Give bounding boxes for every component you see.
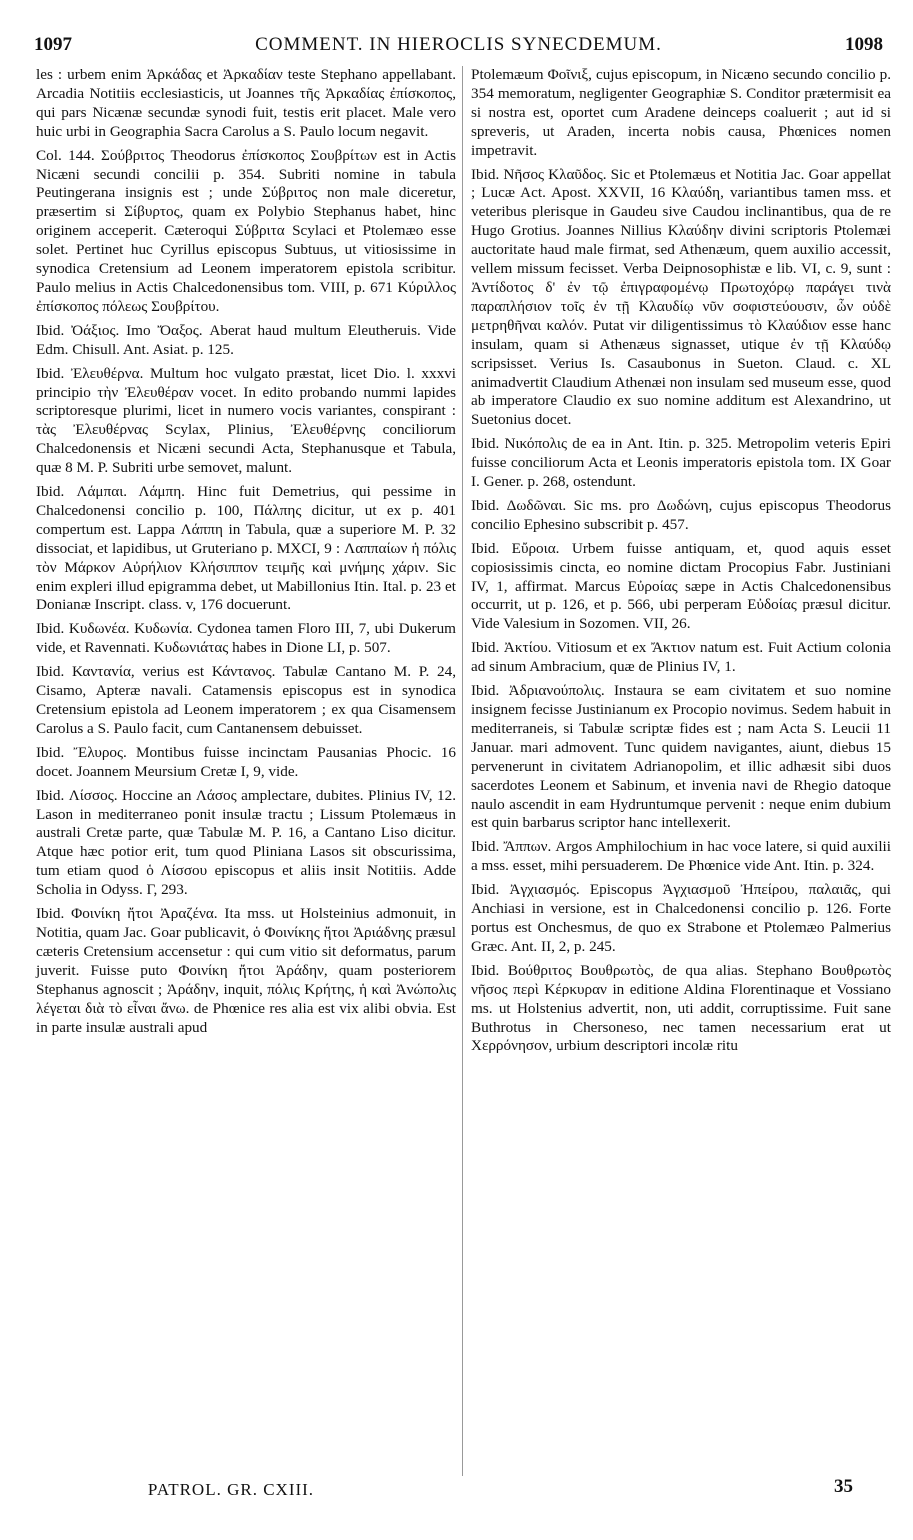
page-number-right: 1098 [845,34,883,55]
paragraph: Ibid. Ἀδριανούπολις. Instaura se eam civitatem et suo nomine insignem fecisse Justinianum ex Procopio novimus. Sedem habuit in mediterraneis, si Tabulæ scriptæ fides est ; nam Acta S. Leucii 11 Januar. mari admovent. Tunc quidem navigantes, aiunt, diebus 15 pervenerunt in civitatem Adrianopolim, et illic adhæsit sibi duos sacerdotes Leonem et Sabinum, et invenia navi de Rhegio datoque naulo ascendit in eam Hydruntumque pervenit : neque enim dubium est quin barbarus scriptor hanc intellexerit. [471,682,891,832]
paragraph: Ibid. Λάμπαι. Λάμπη. Hinc fuit Demetrius, qui pessime in Chalcedonensi concilio p. 100, Πάλπης dicitur, ut ex p. 401 compertum est. Lappa Λάππη in Tabula, quæ a superiore M. P. 32 dissociat, et lapidibus, ut Gruteriano p. MXCI, 9 : Λαππαίων ἡ πόλις τὸν Μάρκον Αὐρήλιον Κλήσιππον τειμῆς καὶ μνήμης χάριν. Sic enim expleri illud epigramma debet, ut Mabillonius Itin. Ital. p. 23 et Donianæ Inscript. class. v, 176 docuerunt. [36,483,456,614]
paragraph: Ibid. Ὀάξιος. Imo Ὄαξος. Aberat haud multum Eleutheruis. Vide Edm. Chisull. Ant. Asiat. p. 125. [36,321,456,358]
paragraph: Ibid. Ἀκτίου. Vitiosum et ex Ἄκτιον natum est. Fuit Actium colonia ad sinum Ambracium, quæ de Plinius IV, 1. [471,639,891,676]
paragraph: les : urbem enim Ἀρκάδας et Ἀρκαδίαν teste Stephano appellabant. Arcadia Notitiis ecclesiasticis, ut Joannes τῆς Ἀρκαδίας ἐπίσκοπος, qui pars Nicænæ secundæ synodi fuit, testis erit placet. Male vero huic urbi in Geographia Sacra Carolus a S. Paulo locum negavit. [36,66,456,140]
sheet-number: 35 [834,1476,853,1497]
paragraph: Ibid. Νῆσος Κλαῦδος. Sic et Ptolemæus et Notitia Jac. Goar appellat ; Lucæ Act. Apost. XXVII, 16 Κλαύδη, variantibus tamen mss. et veteribus plerisque in Gaudeu sive Caudou inclinantibus, qua de re Hugo Grotius. Joannes Nillius Κλαύδην divini scriptoris Ptolemæi auctoritate haud male firmat, sed Athenæum, quem auxilio accessit, vellem missum fecisset. Verba Deipnosophistæ e lib. VI, c. 9, sunt : Ἀντίδοτος δ' ἐν τῷ ἐπιγραφομένῳ Πρωτοχόρῳ παράγει τινὰ παραπλήσιον τοῖς ἐν τῇ Κλαυδίῳ νῦν σοφιστεύουσιν, ὧν οὐδὲ μετρηθῆναι καλόν. Putat vir diligentissimus τὸ Κλαύδιον esse hanc insulam, quam si Athenæus signasset, utique ἐν τῇ Κλαύδῳ scripsisset. Verius Is. Casaubonus in Sueton. Claud. c. XL animadvertit Claudium Athenæi non insulam sed museum esse, quod ab imperatore Claudio ex suo nomine additum est Alexandrino, ut Suetonius docet. [471,165,891,429]
page-header [34,34,883,64]
page-number-left: 1097 [34,34,72,55]
paragraph: Ibid. Βούθριτος Βουθρωτὸς, de qua alias. Stephano Βουθρωτὸς νῆσος περὶ Κέρκυραν in editione Aldina Florentinaque et Vossiano ms. ut Holstenius advertit, non, uti addit, corruptissime. Fuit sane Buthrotus in Chersoneso, nec tamen necessarium erat ut Χερρόνησον, urbium descriptori incolæ ritu [471,961,891,1055]
column-divider [462,66,463,1476]
paragraph: Ibid. Εὔροια. Urbem fuisse antiquam, et, quod aquis esset copiosissimis cincta, eo nomine dictam Procopius Fabr. Justiniani IV, 1, affirmat. Marcus Εὐροίας sæpe in Actis Chalcedonensibus occurrit, ut p. 126, et p. 566, ubi perperam Εὐδοίας præsul dicitur. Vide Valesium in Sozomen. VII, 26. [471,539,891,633]
paragraph: Ibid. Ἐλευθέρνα. Multum hoc vulgato præstat, licet Dio. l. xxxvi principio τὴν Ἐλευθέραν vocet. In edito probando nummi lapides scriptoresque plurimi, licet in numero vocis variantes, conspirant : τὰς Ἐλευθέρνας Scylax, Plinius, Ἐλευθέρνης conciliorum Chalcedonensis et Nicæni secundi Acta, Stephanusque et Tabula, quæ 8 M. P. Subriti urbe semovet, malunt. [36,364,456,477]
paragraph: Ptolemæum Φοῖνιξ, cujus episcopum, in Nicæno secundo concilio p. 354 memoratum, negligenter Geographiæ S. Conditor prætermisit ea si nostra est, oportet cum Aradene deinceps coaluerit ; aut id si spreveris, ut Araden, incerta nobis causa, Phœnices nomen impetravit. [471,66,891,159]
paragraph: Ibid. Δωδῶναι. Sic ms. pro Δωδώνη, cujus episcopus Theodorus concilio Ephesino subscribit p. 457. [471,496,891,533]
paragraph: Col. 144. Σούβριτος Theodorus ἐπίσκοπος Σουβρίτων est in Actis Nicæni secundi concilii p. 354. Subriti nomine in tabula Peutingerana insignis est ; unde Σύβριτος non male diceretur, præsertim si Σίβυρτος, quam ex Polybio Stephanus habet, hinc originem acceperit. Cæteroqui Σύβριτα Scylaci et Ptolemæo esse solet. Pertinet huc Cyrillus episcopus Subtuus, ut vitiosissime in synodica Cretensium ad Leonem imperatorem epistola scribitur. Paulo melius in Actis Chalcedonensibus tom. VIII, p. 671 Κύριλλος ἐπίσκοπος πόλεως Σουβρίτου. [36,146,456,315]
footer-signature: PATROL. GR. CXIII. [147,1480,315,1499]
paragraph: Ibid. Ἔλυρος. Montibus fuisse incinctam Pausanias Phocic. 16 docet. Joannem Meursium Cretæ I, 9, vide. [36,743,456,780]
paragraph: Ibid. Νικόπολις de ea in Ant. Itin. p. 325. Metropolim veteris Epiri fuisse conciliorum Acta et Leonis imperatoris epistola tom. IX Goar I. Gener. p. 268, ostendunt. [471,435,891,491]
paragraph: Ibid. Κυδωνέα. Κυδωνία. Cydonea tamen Floro III, 7, ubi Dukerum vide, et Ravennati. Κυδωνιάτας habes in Dione LI, p. 507. [36,620,456,657]
left-column [36,66,456,1037]
paragraph: Ibid. Λίσσος. Hoccine an Λάσος amplectare, dubites. Plinius IV, 12. Lason in mediterraneo ponit insulæ tractu ; Lissum Ptolemæus in australi Cretæ parte, quæ Tabulæ M. P. 16, a Cantano Liso dicitur. Atque hæc potior erit, tum quod Pliniana Lasos sit obscurissima, tum etiam quod ὁ Λίσσου episcopus et aliis insit Notitiis. Adde Scholia in Odyss. Γ, 293. [36,786,456,899]
running-title: COMMENT. IN HIEROCLIS SYNECDEMUM. [255,34,662,55]
paragraph: Ibid. Ἀγχιασμός. Episcopus Ἀγχιασμοῦ Ἠπείρου, παλαιᾶς, qui Anchiasi in versione, est in Chalcedonensi concilio p. 126. Forte portus est Onchesmus, de quo ex Strabone et Ptolemæo Palmerius Græc. Ant. II, 2, p. 245. [471,881,891,955]
paragraph: Ibid. Ἄππων. Argos Amphilochium in hac voce latere, si quid auxilii a mss. esset, mihi persuaderem. De Phœnice vide Ant. Itin. p. 324. [471,838,891,875]
right-column [471,66,891,1056]
paragraph: Ibid. Κανταvία, verius est Κάντανος. Tabulæ Cantano M. P. 24, Cisamo, Apteræ navali. Catamensis episcopus est in synodica Cretensium epistola ad Leonem imperatorem ; ex qua Cisamensem Carolus a S. Paulo facit, cum Cantanensem debuisset. [36,663,456,737]
paragraph: Ibid. Φοινίκη ἤτοι Ἀραζένα. Ita mss. ut Holsteinius admonuit, in Notitia, quam Jac. Goar publicavit, ὁ Φοινίκης ἤτοι Ἀριάδνης præsul cæteris Cretensium accensetur : qui cum vitio sit deformatus, parum juverit. Fuisse puto Φοινίκη ἤτοι Ἀράδην, quam posteriorem Stephanus agnoscit ; Ἀράδην, inquit, πόλις Κρήτης, ἡ καὶ Ἀνώπολις λέγεται διὰ τὸ εἶναι ἄνω. de Phœnice res alia est vix alibi obvia. Est in parte insulæ australi apud [36,905,456,1036]
